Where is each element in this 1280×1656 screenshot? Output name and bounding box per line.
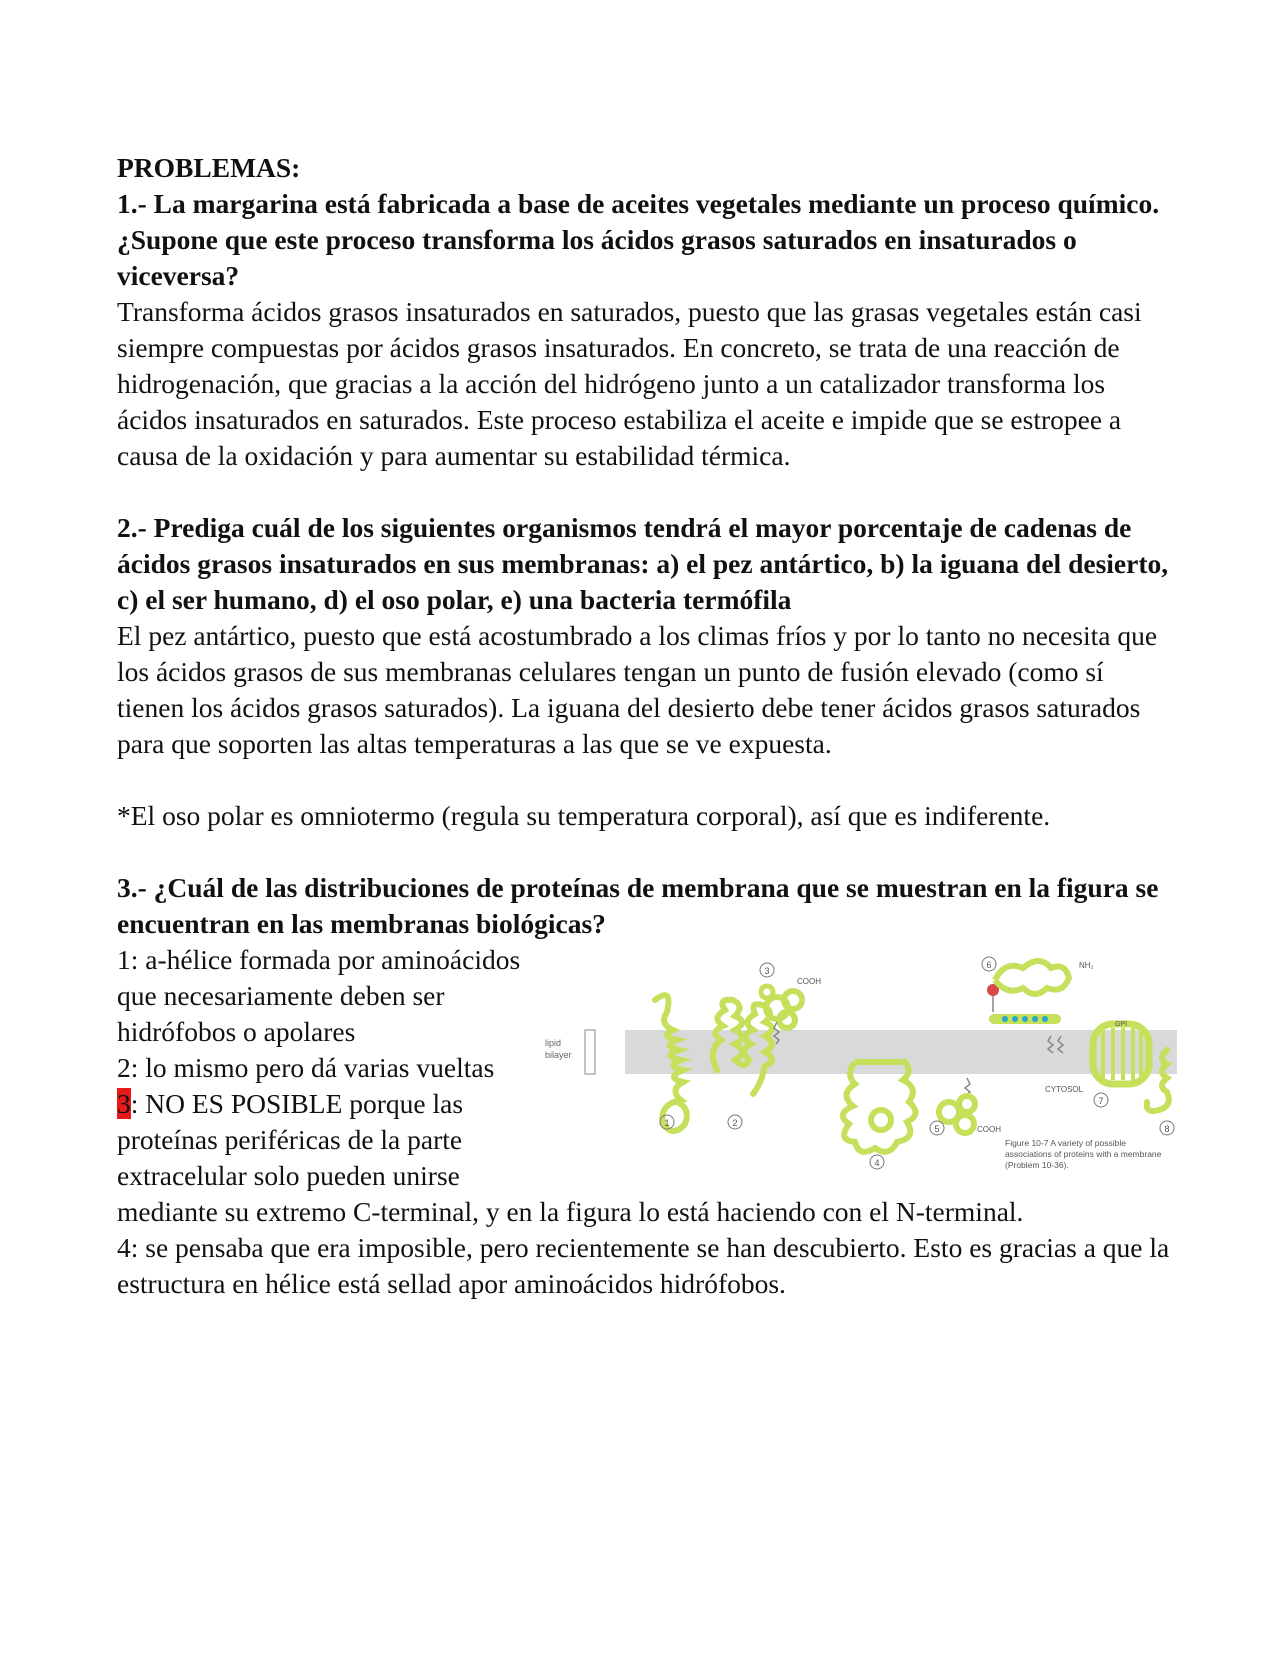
figure-number-7: 7 [1098,1096,1104,1106]
document-body [117,150,1177,1302]
figure-caption-line-2: associations of proteins with a membrane [1005,1149,1162,1159]
figure-number-2: 2 [732,1118,738,1128]
protein-5-peripheral [930,1078,1001,1135]
question-1: 1.- La margarina está fabricada a base de aceites vegetales mediante un proceso químico. ¿Supone que este proceso transforma los ácidos grasos saturados en insaturados o viceversa? [117,188,1160,291]
bilayer-label-1: lipid [545,1038,562,1048]
answer-2-note: *El oso polar es omniotermo (regula su temperatura corporal), así que es indiferente. [117,800,1051,831]
figure-label-cooh-bottom: COOH [977,1125,1001,1134]
figure-label-cytosol: CYTOSOL [1045,1085,1084,1094]
figure-caption-line-3: (Problem 10-36). [1005,1160,1069,1170]
figure-caption-line-1: Figure 10-7 A variety of possible [1005,1138,1126,1148]
answer-3-item-2: 2: lo mismo pero dá varias vueltas [117,1052,495,1083]
protein-4-embedded [843,1062,916,1169]
figure-label-cooh-top: COOH [797,977,821,986]
question-2: 2.- Prediga cuál de los siguientes organismos tendrá el mayor porcentaje de cadenas de ácidos grasos insaturados en sus membranas: a) el pez antártico, b) la iguana del desierto, c) el ser humano, d) el oso polar, e) una bacteria termófila [117,512,1169,615]
answer-3-item-1: 1: a-hélice formada por aminoácidos que necesariamente deben ser hidrófobos o apolares [117,944,521,1047]
membrane-figure-svg [545,950,1177,1190]
figure-label-gpi: GPI [1114,1021,1128,1028]
answer-1: Transforma ácidos grasos insaturados en saturados, puesto que las grasas vegetales están casi siempre compuestas por ácidos grasos insaturados. En concreto, se trata de una reacción de hidrogenación, que gracias a la acción del hidrógeno junto a un catalizador transforma los ácidos insaturados en saturados. Este proceso estabiliza el aceite e impide que se estropee a causa de la oxidación y para aumentar su estabilidad térmica. [117,296,1142,471]
membrane-proteins-figure [545,950,1177,1190]
answer-2: El pez antártico, puesto que está acostumbrado a los climas fríos y por lo tanto no necesita que los ácidos grasos de sus membranas celulares tengan un punto de fusión elevado (como sí tienen los ácidos grasos saturados). La iguana del desierto debe tener ácidos grasos saturados para que soporten las altas temperaturas a las que se ve expuesta. [117,620,1158,759]
figure-number-8: 8 [1164,1124,1170,1134]
figure-label-nh2: NH₂ [1079,961,1094,970]
figure-number-5: 5 [934,1124,940,1134]
bilayer-label-2: bilayer [545,1050,572,1060]
protein-7-barrel [1093,1021,1149,1107]
question-3: 3.- ¿Cuál de las distribuciones de proteínas de membrana que se muestran en la figura se encuentran en las membranas biológicas? [117,872,1159,939]
highlighted-number-3: 3 [117,1088,131,1119]
section-title: PROBLEMAS: [117,152,301,183]
figure-number-6: 6 [986,960,992,970]
bilayer-bracket [585,1030,595,1074]
figure-number-1: 1 [664,1118,670,1128]
answer-3-item-3-text: : NO ES POSIBLE porque las proteínas periféricas de la parte extracelular solo pueden unirse mediante su extremo C-terminal, y en la figura lo está haciendo con el N-terminal. [117,1088,1024,1227]
figure-number-4: 4 [874,1158,880,1168]
figure-number-3: 3 [764,966,770,976]
answer-3-item-4: 4: se pensaba que era imposible, pero recientemente se han descubierto. Esto es gracias a que la estructura en hélice está sellad apor aminoácidos hidrófobos. [117,1232,1170,1299]
